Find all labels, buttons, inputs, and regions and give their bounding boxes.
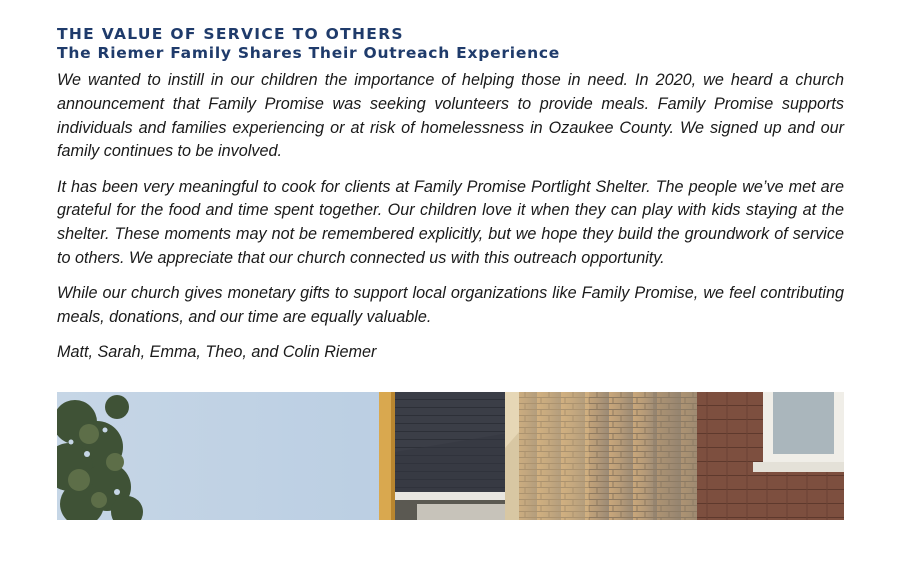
family-house-photo <box>57 392 844 520</box>
article <box>57 25 844 365</box>
article-subheading: The Riemer Family Shares Their Outreach Experience <box>57 44 561 62</box>
article-heading: THE VALUE OF SERVICE TO OTHERS <box>57 25 404 43</box>
paragraph-2: It has been very meaningful to cook for clients at Family Promise Portlight Shelter. The people we’ve met are grateful for the food and time spent together. Our children love it when they can play with kids staying at the shelter. These moments may not be remembered explicitly, but we hope they build the groundwork of service to others. We appreciate that our church connected us with this outreach opportunity. <box>57 177 844 268</box>
paragraph-1: We wanted to instill in our children the importance of helping those in need. In 2020, we heard a church announcement that Family Promise was seeking volunteers to provide meals. Family Promise supports individuals and families experiencing or at risk of homelessness in Ozaukee County. We signed up and our family continues to be involved. <box>57 71 844 161</box>
signature: Matt, Sarah, Emma, Theo, and Colin Riemer <box>57 343 377 362</box>
paragraph-3: While our church gives monetary gifts to support local organizations like Family Promise, we feel contributing meals, donations, and our time are equally valuable. <box>57 284 844 327</box>
